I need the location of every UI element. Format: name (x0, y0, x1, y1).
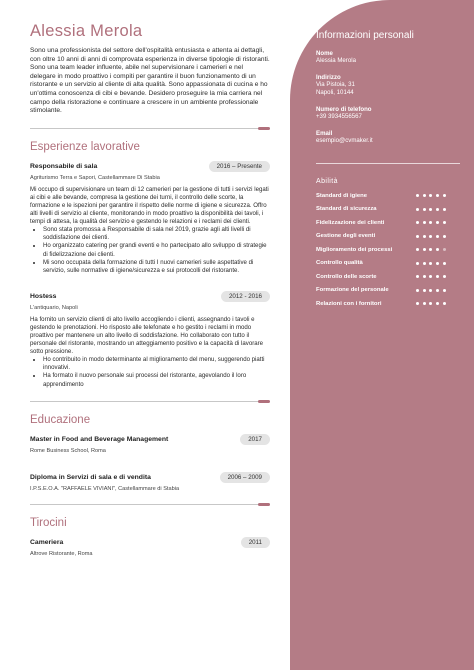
profile-summary: Sono una professionista del settore dell'ospitalità entusiasta e attenta ai dettagli, con oltre 10 anni di anni di comprovata esperienza in diverse tipologie di ristoranti. Sono una team leader influente, abile nel supervisionare i camerieri e nel delegare in modo proattivo i compiti per garantire il buon funzionamento di un ristorante e un servizio al cliente di alta qualità. Sono appassionata di cucina e ho un'ottima conoscenza di cibi e bevande. Desidero proseguire la mia carriera nel campo della ristorazione e continuare a crescere in un ambiente professionale stimolante. (30, 47, 270, 115)
skill-row (316, 260, 446, 266)
info-name (316, 50, 464, 65)
info-label: Email (316, 130, 333, 137)
internship-entry (30, 537, 270, 557)
skill-row (316, 287, 446, 293)
rating-dot-icon (443, 221, 446, 224)
rating-dot-icon (436, 262, 439, 265)
rating-dot-icon (423, 302, 426, 305)
skill-rating (416, 208, 446, 211)
skill-row (316, 247, 446, 253)
skill-rating (416, 262, 446, 265)
skill-row (316, 193, 446, 199)
skill-name: Standard di sicurezza (316, 206, 377, 212)
info-value: +39 3934556567 (316, 113, 362, 120)
education-entry (30, 472, 270, 492)
rating-dot-icon (423, 262, 426, 265)
rating-dot-icon (429, 194, 432, 197)
date-badge: 2006 – 2009 (220, 472, 270, 483)
rating-dot-icon (416, 275, 419, 278)
rating-dot-icon (443, 302, 446, 305)
company-name: Agriturismo Terra e Sapori, Castellammare Di Stabia (30, 174, 160, 181)
skill-rating (416, 289, 446, 292)
degree-title: Master in Food and Beverage Management (30, 435, 169, 443)
skill-row (316, 274, 446, 280)
rating-dot-icon (423, 221, 426, 224)
skill-name: Fidelizzazione dei clienti (316, 219, 385, 226)
info-phone (316, 106, 464, 121)
education-entry (30, 434, 270, 454)
rating-dot-icon (423, 248, 426, 251)
skill-name: Controllo delle scorte (316, 273, 377, 280)
achievement-item: • Ho contribuito in modo determinante al miglioramento del menu, suggerendo piatti innovativi. (43, 356, 270, 372)
school-name: Rome Business School, Roma (30, 447, 106, 454)
rating-dot-icon (429, 302, 432, 305)
achievement-list (43, 356, 270, 388)
rating-dot-icon (416, 262, 419, 265)
skill-name: Standard di igiene (316, 192, 368, 199)
skill-name: Controllo qualità (316, 260, 363, 266)
info-address (316, 74, 464, 97)
skills-heading: Abilità (316, 178, 338, 185)
rating-dot-icon (429, 275, 432, 278)
rating-dot-icon (443, 262, 446, 265)
rating-dot-icon (429, 262, 432, 265)
date-badge: 2016 – Presente (209, 161, 270, 172)
rating-dot-icon (436, 275, 439, 278)
sidebar (290, 0, 474, 670)
skill-row (316, 206, 446, 212)
achievement-item: • Mi sono occupata della formazione di tutti I nuovi camerieri sulle aspettative di servizio, sulle normative di igiene/sicurezza e sui protocolli del ristorante. (43, 259, 270, 275)
rating-dot-icon (416, 248, 419, 251)
rating-dot-icon (429, 221, 432, 224)
rating-dot-icon (423, 208, 426, 211)
info-label: Nome (316, 50, 333, 57)
job-description: Ha fornito un servizio clienti di alto livello accogliendo i clienti, assegnando i tavoli e gestendo le prenotazioni. Ho risposto alle telefonate e ho gestito i reclami in modo proattivo per mantenere un alto livello di soddisfazione. Ho collaborato con tutto il personale del ristorante, mostrando un atteggiamento positivo e la capacità di lavorare sotto pressione. (30, 315, 264, 356)
info-value: esempio@cvmaker.it (316, 137, 373, 144)
info-value: Alessia Merola (316, 57, 356, 64)
internships-heading: Tirocini (30, 516, 67, 529)
skill-name: Formazione del personale (316, 287, 389, 293)
rating-dot-icon (416, 235, 419, 238)
rating-dot-icon (443, 194, 446, 197)
skill-rating (416, 248, 446, 251)
skill-rating (416, 275, 446, 278)
school-name: I.P.S.E.O.A. "RAFFAELE VIVIANI", Castellammare di Stabia (30, 485, 180, 492)
rating-dot-icon (443, 275, 446, 278)
rating-dot-icon (436, 221, 439, 224)
rating-dot-icon (443, 248, 446, 251)
section-divider (30, 504, 268, 505)
info-value: Via Pistoia, 31 Napoli, 10144 (316, 81, 355, 96)
rating-dot-icon (436, 208, 439, 211)
skill-rating (416, 235, 446, 238)
rating-dot-icon (429, 289, 432, 292)
achievement-item: • Ha formato il nuovo personale sui processi del ristorante, agevolando il loro apprendimento (43, 372, 270, 388)
skill-row (316, 233, 446, 239)
rating-dot-icon (443, 289, 446, 292)
rating-dot-icon (429, 235, 432, 238)
job-entry (30, 291, 270, 389)
rating-dot-icon (436, 289, 439, 292)
skill-rating (416, 221, 446, 224)
education-heading: Educazione (30, 413, 91, 426)
date-badge: 2017 (240, 434, 270, 445)
skill-rating (416, 194, 446, 197)
rating-dot-icon (436, 302, 439, 305)
section-divider (30, 128, 268, 129)
rating-dot-icon (443, 235, 446, 238)
rating-dot-icon (423, 194, 426, 197)
achievement-item: • Sono stata promossa a Responsabile di sala nel 2019, grazie agli alti livelli di soddisfazione dei clienti. (43, 226, 270, 242)
rating-dot-icon (416, 221, 419, 224)
candidate-name: Alessia Merola (30, 22, 143, 40)
skill-name: Miglioramento dei processi (316, 246, 393, 253)
rating-dot-icon (416, 208, 419, 211)
rating-dot-icon (443, 208, 446, 211)
sidebar-divider (316, 163, 460, 164)
rating-dot-icon (416, 194, 419, 197)
skill-name: Relazioni con i fornitori (316, 300, 382, 307)
skill-rating (416, 302, 446, 305)
degree-title: Diploma in Servizi di sala e di vendita (30, 473, 151, 481)
rating-dot-icon (436, 248, 439, 251)
rating-dot-icon (436, 194, 439, 197)
job-description: Mi occupo di supervisionare un team di 12 camerieri per la gestione di tutti i servizi legati ai cibi e alle bevande, compresa la gestione dei turni, il controllo delle scorte, la formazione e le ispezioni per garantire il rispetto delle norme di igiene e sicurezza. Offro alti livelli di servizio al cliente, monitorando in modo proattivo la disponibilità dei tavoli, i tempi di attesa, la qualità del servizio e gestendo le relazioni e i reclami dei clienti. (30, 185, 269, 226)
experience-heading: Esperienze lavorative (30, 140, 140, 153)
info-label: Numero di telefono (316, 106, 372, 113)
date-badge: 2012 - 2016 (221, 291, 270, 302)
rating-dot-icon (423, 275, 426, 278)
personal-info-heading: Informazioni personali (316, 30, 414, 41)
skill-row (316, 220, 446, 226)
achievement-item: • Ho organizzato catering per grandi eventi e ho partecipato allo sviluppo di strategie di fidelizzazione dei clienti. (43, 242, 270, 258)
internship-title: Cameriera (30, 538, 64, 546)
job-title: Hostess (30, 292, 57, 300)
company-name: L'antiquario, Napoli (30, 304, 78, 311)
skill-row (316, 301, 446, 307)
info-label: Indirizzo (316, 74, 341, 81)
company-name: Altrove Ristorante, Roma (30, 550, 93, 557)
rating-dot-icon (423, 289, 426, 292)
section-divider (30, 401, 268, 402)
rating-dot-icon (423, 235, 426, 238)
rating-dot-icon (416, 302, 419, 305)
job-title: Responsabile di sala (30, 162, 98, 170)
achievement-list (43, 226, 270, 275)
skill-name: Gestione degli eventi (316, 233, 376, 239)
info-email (316, 130, 464, 145)
rating-dot-icon (416, 289, 419, 292)
date-badge: 2011 (241, 537, 270, 548)
skills-list (316, 193, 464, 307)
job-entry (30, 161, 270, 275)
rating-dot-icon (429, 248, 432, 251)
rating-dot-icon (429, 208, 432, 211)
rating-dot-icon (436, 235, 439, 238)
